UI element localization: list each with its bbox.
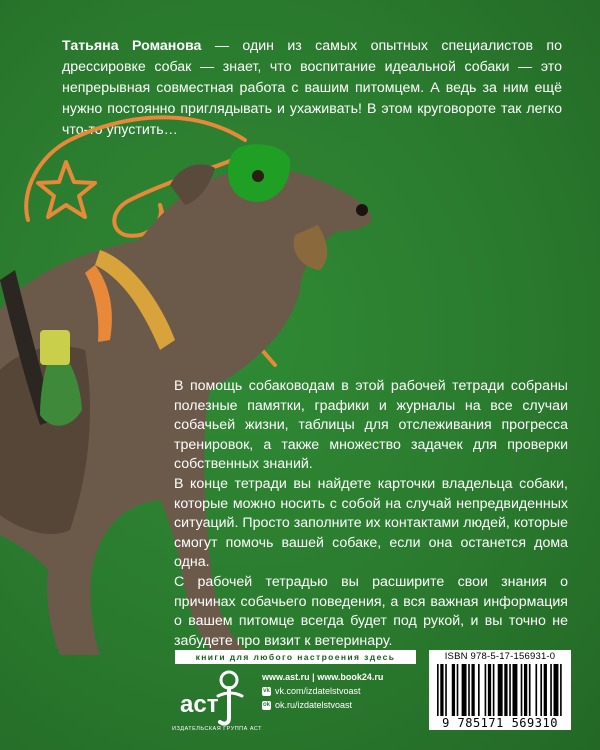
- barcode-bar: [550, 664, 552, 716]
- barcode-bar: [462, 664, 467, 716]
- barcode-bar: [560, 664, 562, 716]
- barcode-bar: [535, 664, 537, 716]
- logo-text: аст: [180, 691, 219, 718]
- barcode-bar: [457, 664, 459, 716]
- vk-link-text: vk.com/izdatelstvoast: [275, 686, 361, 696]
- ok-icon: ok: [262, 701, 270, 708]
- barcode-digits: 9 785171 569310: [442, 716, 558, 730]
- ok-link-text: ok.ru/izdatelstvoast: [275, 700, 353, 710]
- vk-icon: vk: [263, 687, 270, 694]
- website-links[interactable]: www.ast.ru | www.book24.ru: [262, 672, 384, 682]
- isbn-label: ISBN 978-5-17-156931-0: [444, 651, 556, 662]
- description-paragraph-3: С рабочей тетрадью вы расширите свои знания о причинах собачьего поведения, а вся важная информация о вашем питомце всегда будет под рукой, и вы точно не забудете про визит к ветеринару.: [174, 573, 568, 649]
- barcode-bar: [468, 664, 470, 716]
- barcode-bar: [504, 664, 507, 716]
- barcode-bar: [540, 664, 542, 716]
- description-paragraph-2: В конце тетради вы найдете карточки владельца собаки, которые можно носить с собой на случай непредвиденных ситуаций. Просто заполните их контактами людей, которые смогут помочь вашей собаке, если она останется дома одна.: [174, 475, 568, 571]
- barcode: [437, 664, 565, 716]
- barcode-bar: [554, 664, 559, 716]
- social-link-vk[interactable]: [262, 684, 383, 698]
- barcode-bar: [512, 664, 517, 716]
- barcode-bar: [493, 664, 495, 716]
- series-tagline: книги для любого настроения здесь: [175, 650, 416, 664]
- description-paragraph-1: В помощь собаководам в этой рабочей тетради собраны полезные памятки, графики и журналы на все случаи собачьей жизни, таблицы для отслеживания прогресса тренировок, а также множество задачек для проверки собственных знаний.: [174, 378, 568, 473]
- barcode-bar: [471, 664, 474, 716]
- barcode-bar: [445, 664, 447, 716]
- barcode-bar: [544, 664, 547, 716]
- publisher-logo: [178, 668, 252, 726]
- barcode-bar: [529, 664, 531, 716]
- star-doodle: [38, 162, 95, 217]
- barcode-bar: [440, 664, 443, 716]
- isbn-barcode-block: [429, 650, 571, 730]
- social-link-ok[interactable]: [262, 698, 383, 712]
- publisher-name: ИЗДАТЕЛЬСКАЯ ГРУППА АСТ: [172, 726, 263, 732]
- description-block: [174, 377, 568, 651]
- barcode-bar: [485, 664, 487, 716]
- barcode-bar: [452, 664, 455, 716]
- barcode-bar: [488, 664, 491, 716]
- author-name: Татьяна Романова: [62, 38, 202, 54]
- barcode-bar: [521, 664, 523, 716]
- dog-eye: [252, 170, 264, 182]
- barcode-bar: [524, 664, 527, 716]
- barcode-bar: [498, 664, 503, 716]
- barcode-bar: [478, 664, 480, 716]
- dog-nose: [356, 204, 368, 216]
- intro-text: — один из самых опытных специалистов по дрессировке собак — знает, что воспитание идеальной собаки — это непрерывная совместная работа с вашим питомцем. А ведь за ним ещё нужно постоянно приглядывать и ухаживать! В этом круговороте так легко что-то упустить…: [62, 38, 562, 138]
- barcode-bar: [509, 664, 511, 716]
- publisher-links: [262, 670, 383, 712]
- barcode-bar: [437, 664, 439, 716]
